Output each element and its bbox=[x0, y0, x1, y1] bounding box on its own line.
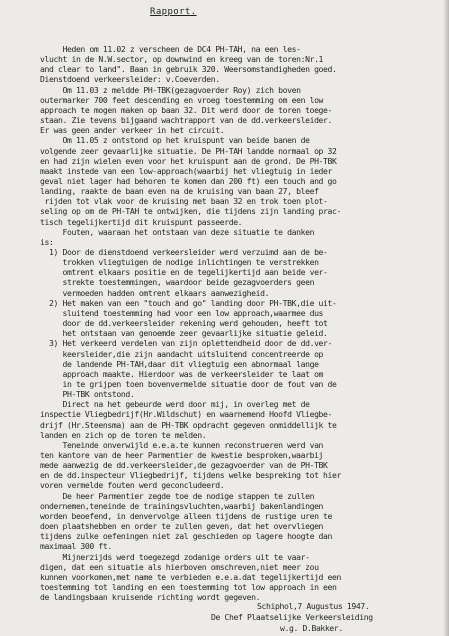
text-line: drijf (Hr.Steensma) aan de PH-TBK opdracht gegeven onmiddellijk te bbox=[40, 419, 337, 430]
text-line: vlucht in de N.W.sector, op downwind en kreeg van de toren:Nr.1 bbox=[40, 54, 324, 65]
text-line: outermarker 700 feet descending en vroeg toestemming om een low bbox=[40, 94, 324, 105]
text-line: is: bbox=[40, 236, 54, 247]
text-line: digen, dat een situatie als hierboven omschreven,niet meer zou bbox=[40, 561, 319, 572]
text-line: approach te mogen maken op baan 32. Dit werd door de toren toege- bbox=[40, 104, 333, 115]
text-line: Fouten, waaraan het ontstaan van deze situatie te danken bbox=[40, 226, 315, 237]
text-line: Direct na het gebeurde werd door mij, in overleg met de bbox=[40, 399, 310, 410]
text-line: and clear to land". Baan in gebruik 320. Weersomstandigheden goed. bbox=[40, 64, 337, 75]
text-line: maakt instede van een low-approach(waarbij het vliegtuig in ieder bbox=[40, 165, 333, 176]
text-line: toestemming tot landing en een toestemming tot low approach in een bbox=[40, 581, 337, 592]
text-line: 1) Door de dienstdoend verkeersleider werd verzuimd aan de be- bbox=[40, 247, 328, 257]
text-line: sluitend toestemming had voor een low approach,waarmee dus bbox=[40, 307, 324, 318]
text-line: voren vermelde fouten werd geconcludeerd. bbox=[40, 480, 225, 491]
text-line: kunnen voorkomen,met name te verbieden e.e.a.dat tegelijkertijd een bbox=[40, 571, 342, 582]
text-line: seling op om de PH-TAH te ontwijken, die tijdens zijn landing prac- bbox=[40, 206, 342, 217]
text-line: landing, raakte de baan even na de kruising van baan 27, bleef bbox=[40, 186, 319, 197]
text-line: Teneinde onverwijld e.e.a.te kunnen reconstrueren werd van bbox=[40, 439, 324, 450]
signature-place-date: Schiphol,7 Augustus 1947. bbox=[257, 601, 370, 611]
document-title: Rapport. bbox=[150, 7, 197, 17]
text-line: 2) Het maken van een "touch and go" landing door PH-TBK,die uit- bbox=[40, 297, 337, 308]
text-line: trokken vliegtuigen de nodige inlichtingen te verstrekken bbox=[40, 257, 319, 268]
text-line: Dienstdoend verkeersleider: v.Coeverden. bbox=[40, 74, 220, 85]
text-line: 3) Het verkeerd verdelen van zijn oplettendheid door de dd.ver- bbox=[40, 338, 333, 349]
text-line: Om 11.03 z meldde PH-TBK(gezagvoerder Roy) zich boven bbox=[40, 84, 301, 95]
text-line: approach maakte. Hierdoor was de verkeersleider te laat om bbox=[40, 368, 324, 379]
text-line: Mijnerzijds werd toegezegd zodanige orders uit te vaar- bbox=[40, 551, 310, 562]
text-line: inspectie Vliegbedrijf(Hr.Wildschut) en waarnemend Hoofd Vliegbe- bbox=[40, 409, 333, 420]
text-line: het ontstaan van genoemde zeer gevaarlijke situatie geleid. bbox=[40, 328, 328, 339]
text-line: tijdens zulke oefeningen niet zal geschieden op lagere hoogte dan bbox=[40, 531, 333, 542]
text-line: PH-TBK ontstond. bbox=[40, 389, 135, 400]
text-line: doen plaatshebben en order te zullen geven, dat het overvliegen bbox=[40, 521, 324, 532]
text-line: Om 11.05 z ontstond op het kruispunt van beide banen de bbox=[40, 135, 310, 146]
text-line: en de dd.inspecteur Vliegbedrijf, tijdens welke bespreking tot hier bbox=[40, 470, 342, 481]
text-line: de landingsbaan kruisende richting wordt gegeven. bbox=[40, 592, 261, 603]
text-line: strekte toestemmingen, waardoor beide gezagvoerders geen bbox=[40, 277, 315, 288]
text-line: maximaal 300 ft. bbox=[40, 541, 112, 552]
text-line: mede aanwezig de dd.verkeersleider,de gezagvoerder van de PH-TBK bbox=[40, 460, 328, 471]
text-line: in te grijpen toen bovenvermelde situatie door de fout van de bbox=[40, 378, 337, 389]
text-line: en had zijn wielen even voor het kruispunt aan de grond. De PH-TBK bbox=[40, 155, 337, 166]
text-line: tisch tegelijkertijd dit kruispunt passeerde. bbox=[40, 216, 243, 227]
signature-name: w.g. D.Bakker. bbox=[280, 623, 343, 633]
text-line: vermoeden hadden omtrent elkaars aanwezigheid. bbox=[40, 287, 270, 298]
text-line: de landende PH-TAH,daar dit vliegtuig een abnormaal lange bbox=[40, 358, 319, 369]
text-line: landen en zich op de toren te melden. bbox=[40, 429, 207, 440]
text-line: Er was geen ander verkeer in het circuit. bbox=[40, 125, 225, 136]
text-line: ten kantore van de heer Parmentier de kwestie besproken,waarbij bbox=[40, 450, 324, 460]
text-line: door de dd.verkeersleider rekening werd gehouden, heeft tot bbox=[40, 318, 328, 329]
text-line: staan. Zie tevens bijgaand wachtrapport van de dd.verkeersleider. bbox=[40, 115, 333, 126]
text-line: ondernemen,teneinde de trainingsvluchten,waarbij bakenlandingen bbox=[40, 500, 324, 511]
text-line: geval niet lager had behoren te komen dan 200 ft) een touch and go bbox=[40, 175, 337, 186]
text-line: rijden tot vlak voor de kruising met baan 32 en trok toen plot- bbox=[40, 196, 328, 207]
signature-organization: De Chef Plaatselijke Verkeersleiding bbox=[211, 612, 373, 622]
text-line: worden beoefend, in denvervolge alleen tijdens de rustige uren te bbox=[40, 510, 333, 521]
text-line: Heden om 11.02 z verscheen de DC4 PH-TAH, na een les- bbox=[40, 44, 301, 54]
text-line: volgende zeer gevaarlijke situatie. De PH-TAH landde normaal op 32 bbox=[40, 145, 337, 156]
text-line: De heer Parmentier zegde toe de nodige stappen te zullen bbox=[40, 490, 315, 501]
text-line: keersleider,die zijn aandacht uitsluitend concentreerde op bbox=[40, 348, 324, 359]
text-line: omtrent elkaars positie en de tegelijkertijd aan beide ver- bbox=[40, 267, 328, 278]
